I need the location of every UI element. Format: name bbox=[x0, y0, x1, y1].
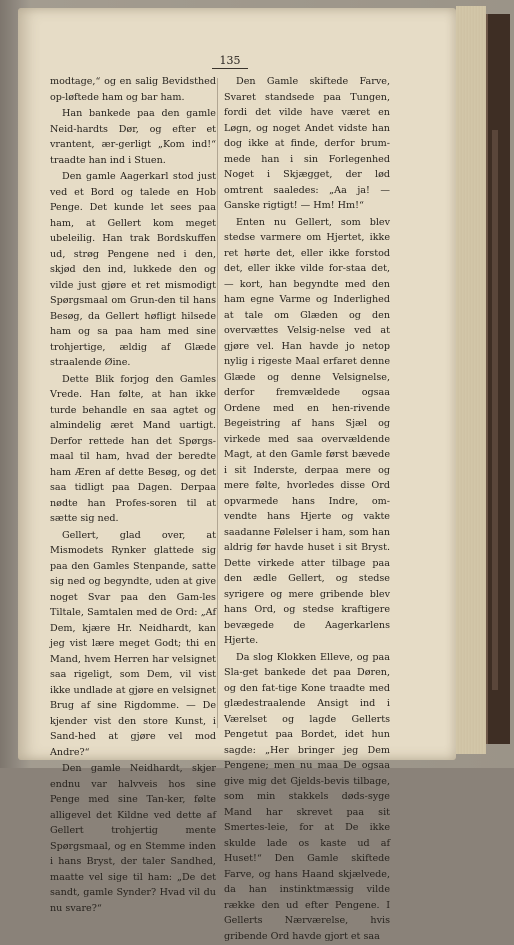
right-column bbox=[224, 74, 390, 945]
paragraph: Enten nu Gellert, som blev stedse varmere om Hjertet, ikke ret hørte det, eller ikke forstod det, eller ikke vilde for-staa det, — kort, han begyndte med den ham egne Varme og Inderlighed at tale om Glæden og den overvættes Velsig-nelse ved at gjøre vel. Han havde jo netop nylig i rigeste Maal erfaret denne Glæde og denne Velsignelse, derfor fremvældede ogsaa Ordene med en hen-rivende Begeistring af hans Sjæl og virkede med saa overvældende Magt, at den Gamle først bævede i sit Inderste, derpaa mere og mere følte, hvorledes disse Ord opvarmede hans Indre, om-vendte hans Hjerte og vakte saadanne Følelser i ham, som han aldrig før havde huset i sit Bryst. Dette virkede atter tilbage paa den ædle Gellert, og stedse syrigere og mere gribende blev hans Ord, og stedse kraftigere bevægede de Aagerkarlens Hjerte. bbox=[224, 216, 390, 646]
paragraph: Han bankede paa den gamle Neid-hardts Dør, og efter et vrantent, ær-gerligt „Kom ind!“ traadte han ind i Stuen. bbox=[50, 108, 216, 166]
paragraph: Gellert, glad over, at Mismodets Rynker glattede sig paa den Gamles Stenpande, satte sig ned og begyndte, uden at give noget Svar paa den Gam-les Tiltale, Samtalen med de Ord: „Af Dem, kjære Hr. Neidhardt, kan jeg vist lære meget Godt; thi en Mand, hvem Herren har velsignet saa rigeligt, som Dem, vil vist ikke undlade at gjøre en velsignet Brug af sine Rigdomme. — De kjender vist den store Kunst, i Sand-hed at gjøre vel mod Andre?“ bbox=[50, 529, 216, 758]
left-column bbox=[50, 74, 216, 917]
page-edges bbox=[456, 6, 486, 754]
paragraph: Da slog Klokken Elleve, og paa Sla-get bankede det paa Døren, og den fat-tige Kone traadte med glædestraalende Ansigt ind i Værelset og lagde Gellerts Pengetut paa Bordet, idet hun sagde: „Her bringer jeg Dem Pengene; men nu maa De ogsaa give mig det Gjelds-bevis tilbage, som min stakkels døds-syge Mand har skrevet paa sit Smertes-leie, for at De ikke skulde lade os kaste ud af Huset!“ Den Gamle skiftede Farve, og hans Haand skjælvede, da han instinktmæssig vilde række den ud efter Pengene. I Gellerts Nærværelse, hvis gribende Ord havde gjort et saa bbox=[224, 651, 390, 942]
paragraph: Dette Blik forjog den Gamles Vrede. Han følte, at han ikke turde behandle en saa agtet og almindelig æret Mand uartigt. Derfor rettede han det Spørgs-maal til ham, hvad der beredte ham Æren af dette Besøg, og det saa tidligt paa Dagen. Derpaa nødte han Profes-soren til at sætte sig ned. bbox=[50, 373, 216, 524]
column-divider bbox=[217, 78, 218, 728]
paragraph: Den gamle Aagerkarl stod just ved et Bord og talede en Hob Penge. Det kunde let sees paa ham, at Gellert kom meget ubeleilig. Han trak Bordskuffen ud, strøg Pengene ned i den, skjød den ind, lukkede den og vilde just gjøre et ret mismodigt Spørgsmaal om Grun-den til hans Besøg, da Gellert høfligt hilsede ham og sa paa ham med sine trohjertige, ældig af Glæde straalende Øine. bbox=[50, 171, 216, 368]
cover-stripe bbox=[492, 130, 498, 690]
paragraph: Den Gamle skiftede Farve, Svaret standsede paa Tungen, fordi det vilde have været en Løgn, og noget Andet vidste han dog ikke at finde, derfor brum-mede han i sin Forlegenhed Noget i Skjægget, der lød omtrent saaledes: „Aa ja! — Ganske rigtigt! — Hm! Hm!“ bbox=[224, 76, 390, 211]
paragraph: modtage,“ og en salig Bevidsthed op-løftede ham og bar ham. bbox=[50, 76, 216, 103]
page-number: 135 bbox=[212, 54, 248, 69]
paragraph: Den gamle Neidhardt, skjer endnu var halvveis hos sine Penge med sine Tan-ker, følte alligevel det Kildne ved dette af Gellert trohjertig mente Spørgsmaal, og en Stemme inden i hans Bryst, der taler Sandhed, maatte vel sige til ham: „De det sandt, gamle Synder? Hvad vil du nu svare?“ bbox=[50, 763, 216, 914]
book-cover bbox=[486, 14, 510, 744]
